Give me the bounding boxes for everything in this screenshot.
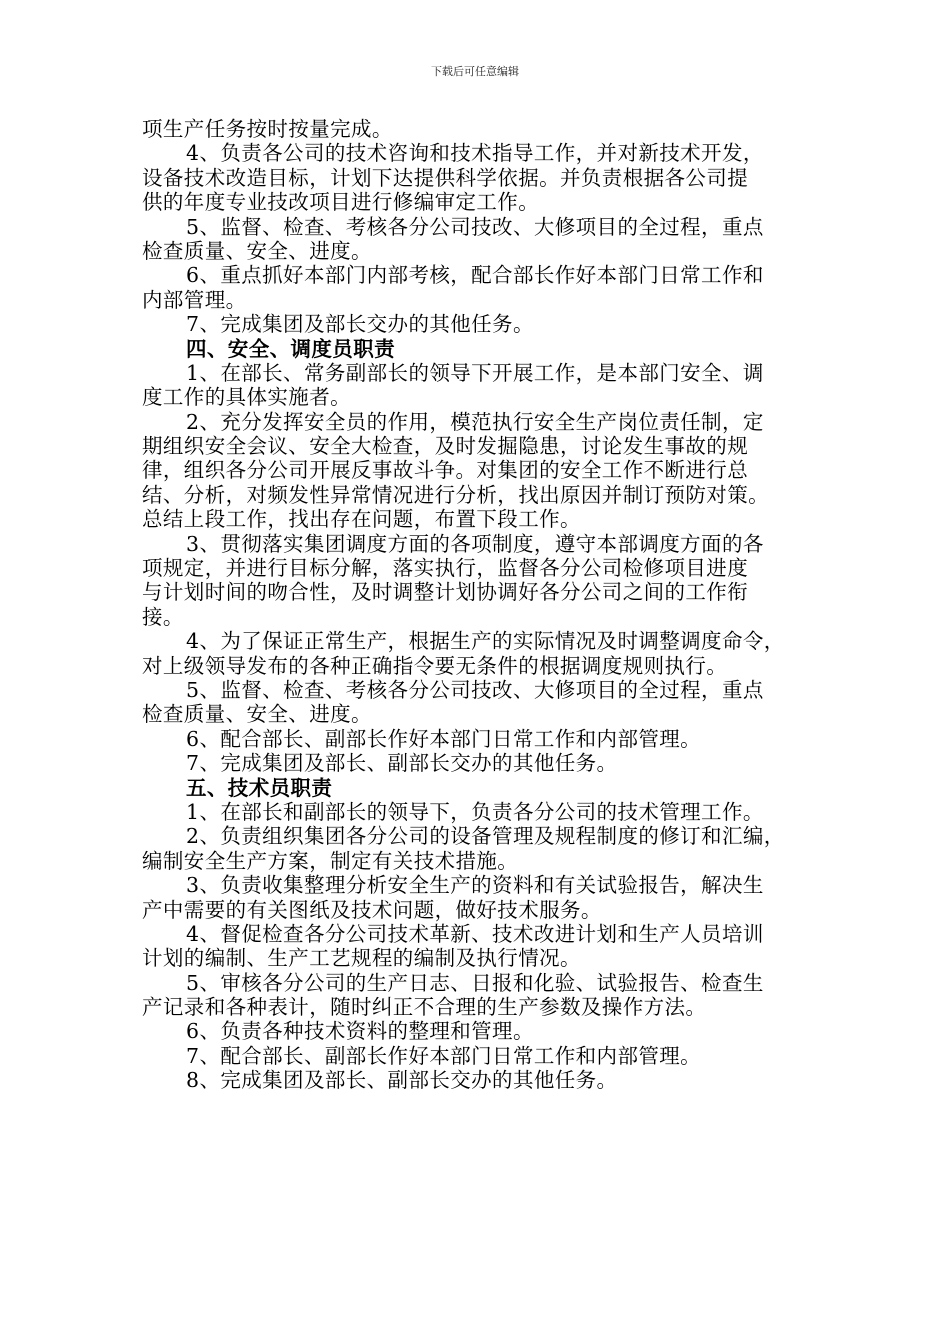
text-line: 项生产任务按时按量完成。 [142,117,393,141]
text-line: 2、负责组织集团各分公司的设备管理及规程制度的修订和汇编， [186,824,785,849]
text-line: 期组织安全会议、安全大检查，及时发掘隐患，讨论发生事故的规 [142,434,749,459]
text-line: 项规定，并进行目标分解，落实执行，监督各分公司检修项目进度 [142,556,749,581]
document-body [142,117,818,1093]
text-line: 总结上段工作，找出存在问题，布置下段工作。 [142,507,581,532]
text-line: 结、分析，对频发性异常情况进行分析，找出原因并制订预防对策。 [142,482,769,507]
text-line: 编制安全生产方案，制定有关技术措施。 [142,848,519,873]
text-line: 4、负责各公司的技术咨询和技术指导工作，并对新技术开发， [186,141,764,166]
text-line: 5、监督、检查、考核各分公司技改、大修项目的全过程，重点 [186,214,764,239]
text-line: 接。 [142,604,184,629]
text-line: 2、充分发挥安全员的作用，模范执行安全生产岗位责任制，定 [186,409,764,434]
section-heading: 五、技术员职责 [186,775,333,800]
text-line: 3、负责收集整理分析安全生产的资料和有关试验报告，解决生 [186,873,764,898]
text-line: 供的年度专业技改项目进行修编审定工作。 [142,190,540,215]
text-line: 产记录和各种表计，随时纠正不合理的生产参数及操作方法。 [142,995,707,1020]
text-line: 内部管理。 [142,287,247,312]
text-line: 设备技术改造目标，计划下达提供科学依据。并负责根据各公司提 [142,165,749,190]
text-line: 4、督促检查各分公司技术革新、技术改进计划和生产人员培训 [186,921,764,946]
text-line: 产中需要的有关图纸及技术问题，做好技术服务。 [142,897,602,922]
text-line: 检查质量、安全、进度。 [142,238,372,263]
text-line: 1、在部长、常务副部长的领导下开展工作，是本部门安全、调 [186,360,764,385]
text-line: 7、完成集团及部长、副部长交办的其他任务。 [186,751,618,776]
text-line: 4、为了保证正常生产，根据生产的实际情况及时调整调度命令， [186,629,785,654]
text-line: 7、完成集团及部长交办的其他任务。 [186,312,534,337]
text-line: 6、配合部长、副部长作好本部门日常工作和内部管理。 [186,726,702,751]
text-line: 5、审核各分公司的生产日志、日报和化验、试验报告、检查生 [186,970,764,995]
text-line: 检查质量、安全、进度。 [142,702,372,727]
text-line: 度工作的具体实施者。 [142,385,351,410]
text-line: 对上级领导发布的各种正确指令要无条件的根据调度规则执行。 [142,653,728,678]
text-line: 与计划时间的吻合性，及时调整计划协调好各分公司之间的工作衔 [142,580,749,605]
section-heading: 四、安全、调度员职责 [186,336,395,361]
text-line: 1、在部长和副部长的领导下，负责各分公司的技术管理工作。 [186,799,764,824]
text-line: 7、配合部长、副部长作好本部门日常工作和内部管理。 [186,1043,702,1068]
text-line: 计划的编制、生产工艺规程的编制及执行情况。 [142,946,581,971]
text-line: 律，组织各分公司开展反事故斗争。对集团的安全工作不断进行总 [142,458,749,483]
text-line: 8、完成集团及部长、副部长交办的其他任务。 [186,1068,618,1093]
text-line: 5、监督、检查、考核各分公司技改、大修项目的全过程，重点 [186,677,764,702]
text-line: 3、贯彻落实集团调度方面的各项制度，遵守本部调度方面的各 [186,531,764,556]
page-header: 下载后可任意编辑 [431,65,519,78]
text-line: 6、负责各种技术资料的整理和管理。 [186,1019,534,1044]
text-line: 6、重点抓好本部门内部考核，配合部长作好本部门日常工作和 [186,263,764,288]
